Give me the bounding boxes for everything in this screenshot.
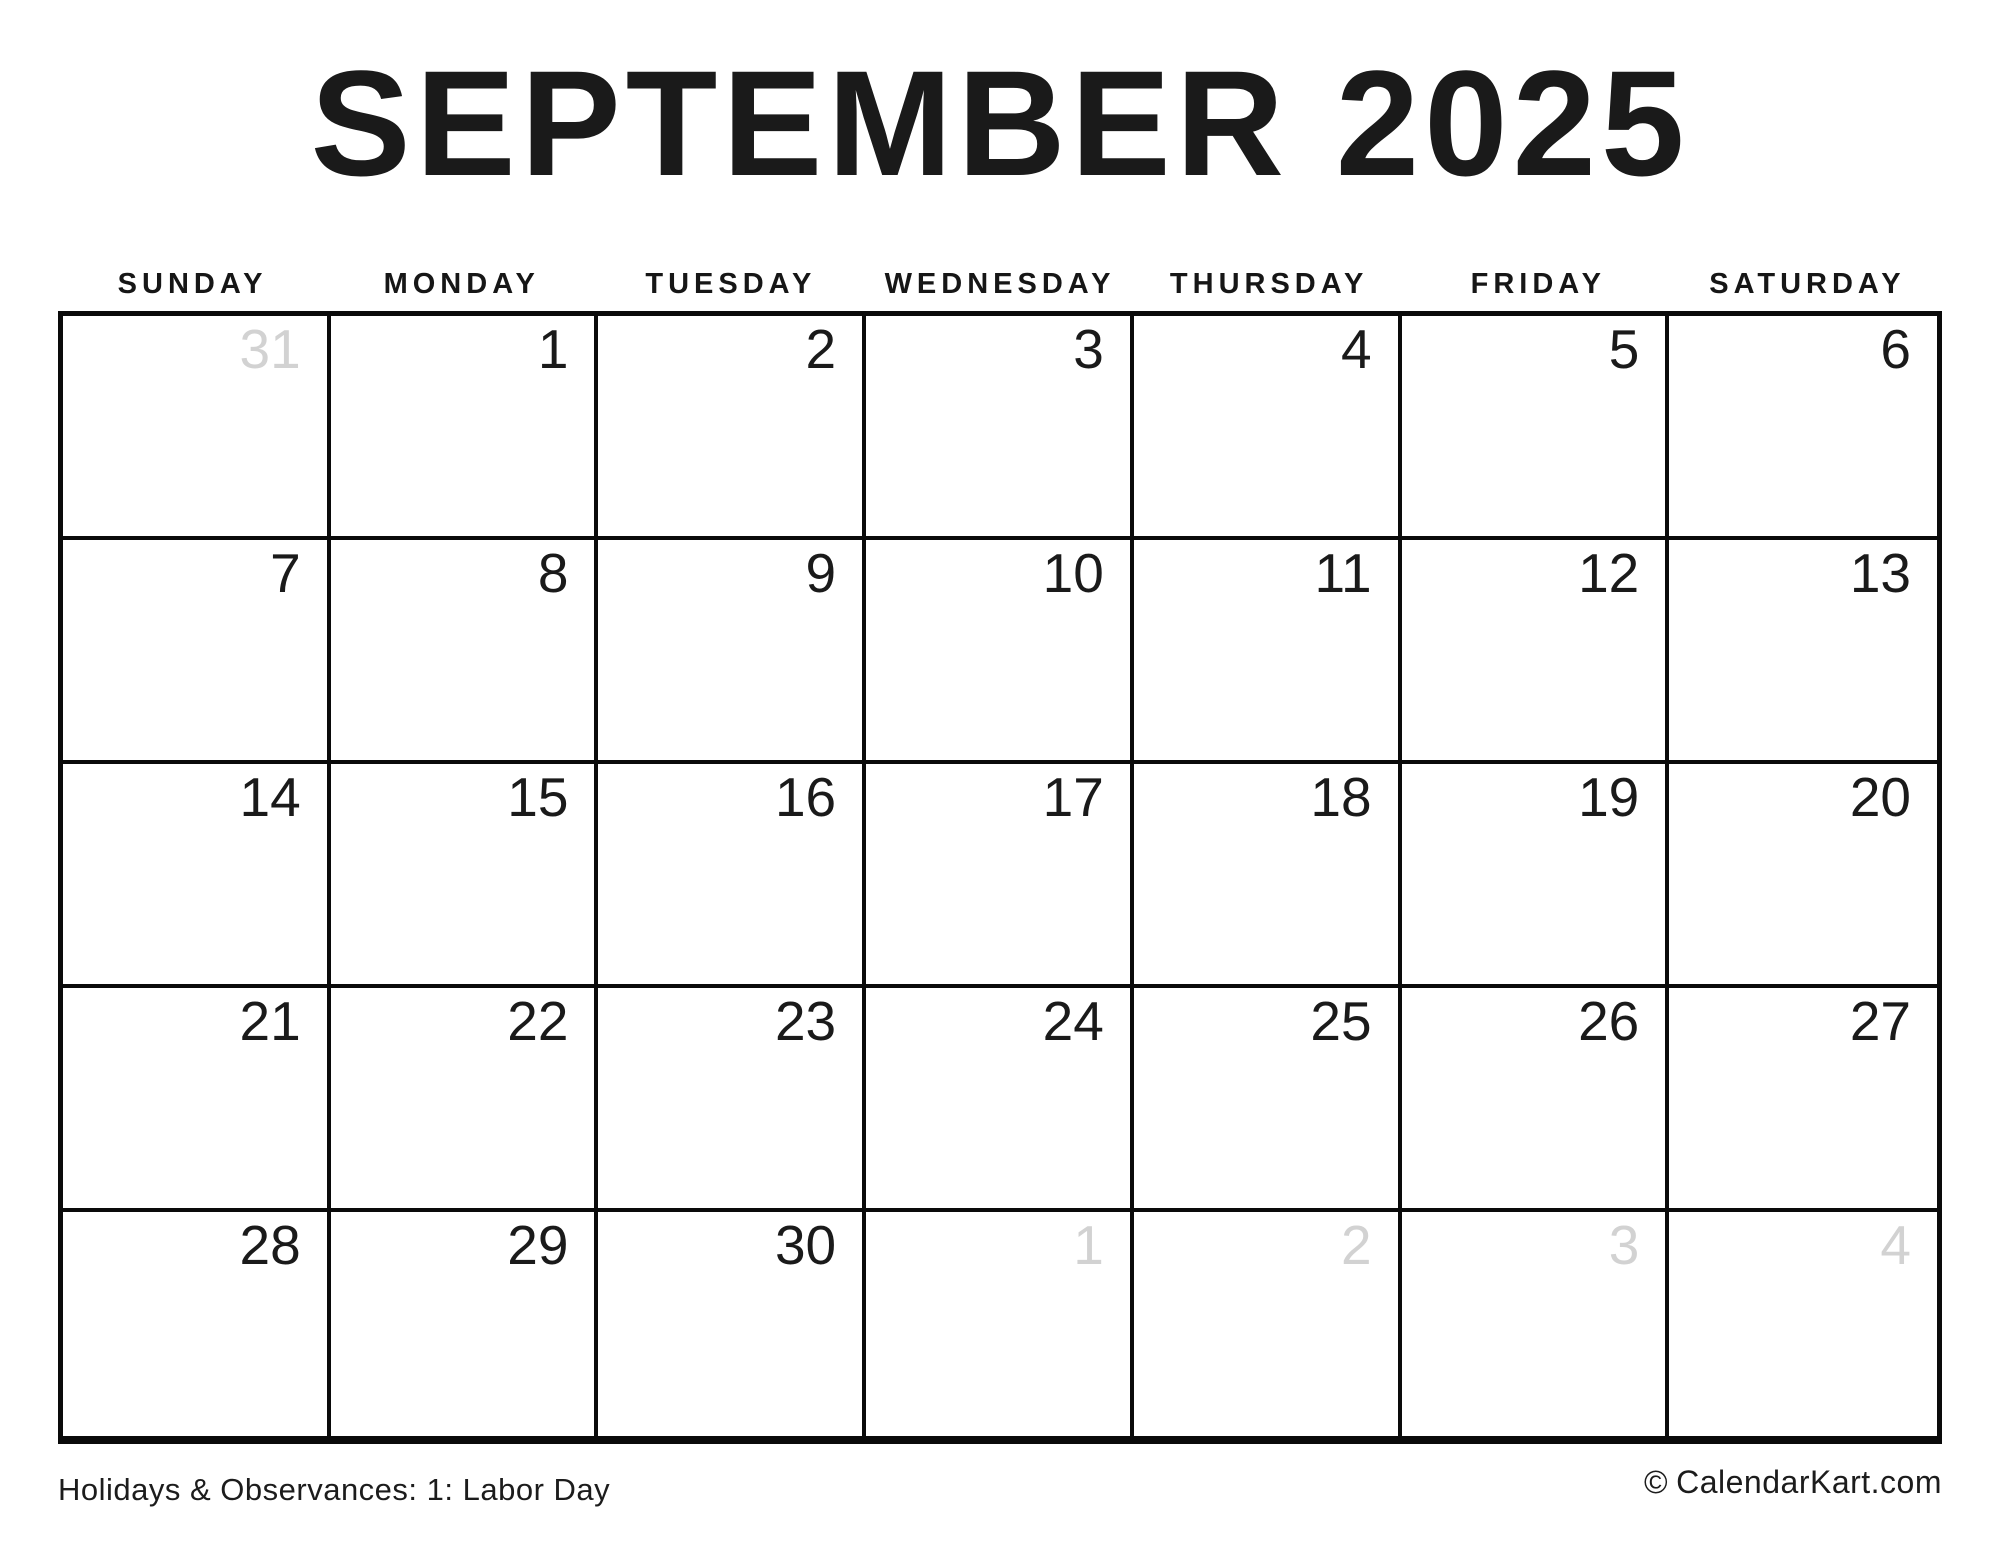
day-cell xyxy=(866,1212,1134,1436)
day-cell xyxy=(1669,988,1937,1212)
day-cell xyxy=(63,316,331,540)
day-cell xyxy=(866,764,1134,988)
weekday-header-sunday: SUNDAY xyxy=(117,268,268,300)
day-cell xyxy=(1402,988,1670,1212)
day-number: 6 xyxy=(1880,318,1911,380)
day-number: 3 xyxy=(1073,318,1104,380)
day-cell xyxy=(866,988,1134,1212)
day-number: 8 xyxy=(537,542,569,604)
day-cell xyxy=(1669,540,1937,764)
weekday-header-thursday: THURSDAY xyxy=(1169,268,1369,300)
day-number: 5 xyxy=(1608,318,1640,380)
day-cell xyxy=(1134,764,1402,988)
day-number: 10 xyxy=(1042,542,1104,604)
day-cell xyxy=(1134,988,1402,1212)
day-number: 13 xyxy=(1849,542,1911,604)
day-cell xyxy=(63,764,331,988)
day-cell xyxy=(1402,764,1670,988)
day-number: 15 xyxy=(507,766,569,828)
day-number: 7 xyxy=(270,542,301,604)
day-number: 1 xyxy=(1073,1214,1104,1276)
day-cell xyxy=(331,316,599,540)
calendar-grid xyxy=(58,311,1942,1444)
weekday-header-row xyxy=(58,268,1942,301)
day-number: 21 xyxy=(239,990,301,1052)
day-cell xyxy=(1669,316,1937,540)
day-number: 24 xyxy=(1042,990,1104,1052)
day-number: 25 xyxy=(1310,990,1372,1052)
day-number: 22 xyxy=(507,990,569,1052)
weekday-header-friday: FRIDAY xyxy=(1470,268,1606,300)
day-number: 12 xyxy=(1578,542,1640,604)
day-cell xyxy=(63,988,331,1212)
day-number: 23 xyxy=(774,990,837,1052)
day-cell xyxy=(598,764,866,988)
weekday-header-wednesday: WEDNESDAY xyxy=(884,268,1116,300)
day-number: 11 xyxy=(1314,542,1372,604)
day-cell xyxy=(1134,316,1402,540)
day-cell xyxy=(1402,540,1670,764)
day-number: 20 xyxy=(1849,766,1911,828)
day-cell xyxy=(1134,1212,1402,1436)
day-number: 18 xyxy=(1310,766,1372,828)
day-cell xyxy=(331,540,599,764)
day-cell xyxy=(598,1212,866,1436)
footer xyxy=(58,1464,1942,1508)
weekday-header-saturday: SATURDAY xyxy=(1709,268,1906,300)
day-number: 31 xyxy=(239,318,301,380)
calendar-page xyxy=(0,39,2000,1545)
day-cell xyxy=(598,988,866,1212)
day-cell xyxy=(63,1212,331,1436)
day-number: 27 xyxy=(1849,990,1911,1052)
day-cell xyxy=(866,540,1134,764)
day-cell xyxy=(1134,540,1402,764)
day-number: 3 xyxy=(1608,1214,1640,1276)
day-number: 19 xyxy=(1578,766,1640,828)
day-cell xyxy=(63,540,331,764)
holidays-note: Holidays & Observances: 1: Labor Day xyxy=(58,1472,611,1507)
day-cell xyxy=(1669,764,1937,988)
day-cell xyxy=(1402,1212,1670,1436)
day-cell xyxy=(331,988,599,1212)
day-number: 14 xyxy=(239,766,301,828)
day-cell xyxy=(1402,316,1670,540)
day-cell xyxy=(331,764,599,988)
day-number: 9 xyxy=(805,542,837,604)
day-cell xyxy=(331,1212,599,1436)
day-number: 1 xyxy=(537,318,569,380)
day-number: 4 xyxy=(1880,1214,1911,1276)
day-cell xyxy=(598,316,866,540)
weekday-header-monday: MONDAY xyxy=(383,268,540,300)
day-number: 29 xyxy=(507,1214,569,1276)
copyright-icon: © xyxy=(1644,1464,1669,1500)
day-number: 17 xyxy=(1042,766,1104,828)
day-cell xyxy=(1669,1212,1937,1436)
day-number: 2 xyxy=(1340,1214,1372,1276)
day-number: 26 xyxy=(1578,990,1640,1052)
day-cell xyxy=(598,540,866,764)
calendar-title: SEPTEMBER 2025 xyxy=(310,39,1690,207)
day-number: 2 xyxy=(805,318,837,380)
day-number: 16 xyxy=(774,766,837,828)
day-cell xyxy=(866,316,1134,540)
copyright-text: CalendarKart.com xyxy=(1676,1464,1942,1500)
day-number: 4 xyxy=(1340,318,1372,380)
day-number: 30 xyxy=(774,1214,837,1276)
day-number: 28 xyxy=(239,1214,301,1276)
weekday-header-tuesday: TUESDAY xyxy=(645,268,817,300)
copyright xyxy=(1644,1464,1942,1501)
